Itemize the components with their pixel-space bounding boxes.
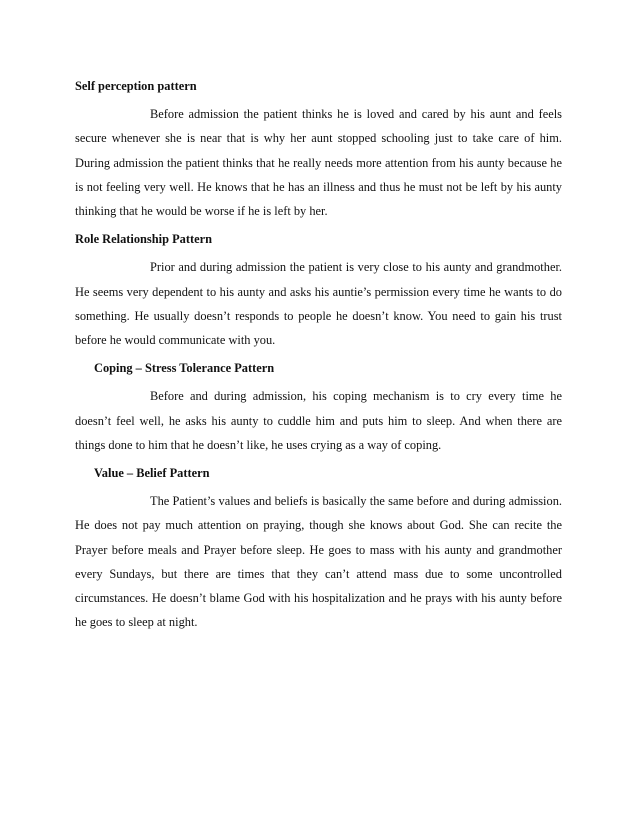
section-paragraph: Before admission the patient thinks he is loved and cared by his aunt and feels secure whenever she is near that is why her aunt stopped schooling just to take care of him. During admission the patient thinks that he really needs more attention from his aunty because he is not feeling very well. He knows that he has an illness and thus he must not be left by his aunty thinking that he would be worse if he is left by her. (75, 107, 562, 219)
section-heading: Value – Belief Pattern (94, 466, 210, 481)
section-paragraph: The Patient’s values and beliefs is basically the same before and during admission. He does not pay much attention on praying, though she knows about God. She can recite the Prayer before meals and Prayer before sleep. He goes to mass with his aunty and grandmother every Sundays, but there are times that they can’t attend mass due to some uncontrolled circumstances. He doesn’t blame God with his hospitalization and he prays with his aunty before he goes to sleep at night. (75, 494, 562, 630)
document-page (75, 70, 562, 634)
section-paragraph: Before and during admission, his coping mechanism is to cry every time he doesn’t feel well, he asks his aunty to cuddle him and puts him to sleep. And when there are things done to him that he doesn’t like, he uses crying as a way of coping. (75, 389, 562, 452)
section-coping-stress (75, 352, 562, 457)
section-role-relationship (75, 223, 562, 352)
section-heading: Role Relationship Pattern (75, 232, 212, 247)
section-paragraph: Prior and during admission the patient is very close to his aunty and grandmother. He seems very dependent to his aunty and asks his auntie’s permission every time he wants to do something. He usually doesn’t responds to people he doesn’t know. You need to gain his trust before he would communicate with you. (75, 260, 562, 348)
section-heading: Self perception pattern (75, 79, 197, 93)
section-heading: Coping – Stress Tolerance Pattern (94, 361, 275, 376)
section-self-perception (75, 70, 562, 223)
section-value-belief (75, 457, 562, 634)
